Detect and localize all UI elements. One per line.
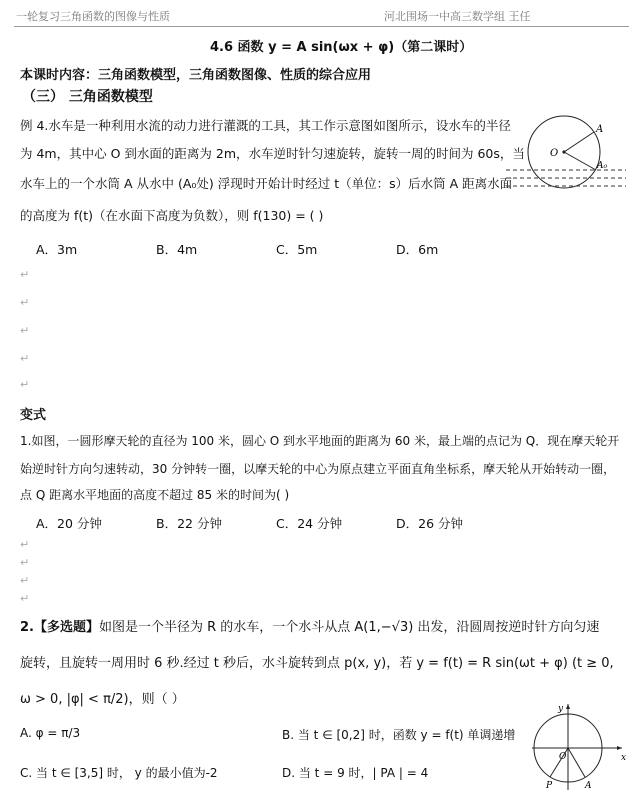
- q1-option-b: B．22 分钟: [156, 516, 222, 531]
- radius-OA: [568, 748, 585, 777]
- q1-line2: 始逆时针方向匀速转动，30 分钟转一圈，以摩天轮的中心为原点建立平面直角坐标系，摩天轮从开始转动一圈，: [20, 462, 616, 476]
- label-P: P: [546, 781, 553, 791]
- paragraph-mark: ↵: [20, 268, 30, 281]
- q2-option-d: D. 当 t = 9 时，| PA | = 4: [282, 766, 429, 780]
- header-left: 一轮复习三角函数的图像与性质: [16, 10, 170, 23]
- label-A: A: [596, 124, 604, 135]
- q2-line1: [20, 616, 599, 635]
- water-wheel-figure: [504, 108, 628, 208]
- q1-option-c: C．24 分钟: [276, 516, 343, 531]
- ex4-line1: 例 4.水车是一种利用水流的动力进行灌溉的工具，其工作示意图如图所示，设水车的半径: [20, 118, 511, 133]
- q1-line3: 点 Q 距离水平地面的高度不超过 85 米的时间为( ): [20, 488, 290, 502]
- q2-line2: 旋转，且旋转一周用时 6 秒.经过 t 秒后，水斗旋转到点 p(x, y)，若 y = f(t) = R sin(ωt + φ) (t ≥ 0,: [20, 656, 614, 671]
- ex4-line4: 的高度为 f(t)（在水面下高度为负数），则 f(130) = ( ): [20, 208, 324, 223]
- y-axis-arrow: [566, 704, 570, 709]
- radius-OA: [564, 132, 594, 152]
- ex4-option-d: D．6m: [396, 242, 439, 257]
- x-axis-arrow: [617, 746, 622, 750]
- q2-option-c: C. 当 t ∈ [3,5] 时， y 的最小值为-2: [20, 766, 218, 780]
- label-O: O: [559, 752, 567, 762]
- label-O: O: [550, 148, 559, 159]
- ex4-option-b: B．4m: [156, 242, 198, 257]
- q1-option-d: D．26 分钟: [396, 516, 464, 531]
- q2-line3: ω > 0, |φ| < π/2)，则（ ）: [20, 692, 185, 707]
- coordinate-wheel-figure: [528, 702, 628, 792]
- page-title: 4.6 函数 y = A sin(ωx + φ)（第二课时）: [210, 40, 473, 55]
- paragraph-mark: ↵: [20, 574, 30, 587]
- paragraph-mark: ↵: [20, 352, 30, 365]
- ex4-option-a: A．3m: [36, 242, 78, 257]
- header-divider: [14, 26, 629, 27]
- paragraph-mark: ↵: [20, 538, 30, 551]
- radius-OA0: [564, 152, 596, 170]
- variant-heading: 变式: [20, 408, 47, 423]
- paragraph-mark: ↵: [20, 556, 30, 569]
- label-A: A: [585, 781, 592, 791]
- section-heading: （三） 三角函数模型: [22, 89, 153, 105]
- ex4-line3: 水车上的一个水筒 A 从水中 (A₀处) 浮现时开始计时经过 t（单位：s）后水筒 A 距离水面: [20, 176, 513, 191]
- ex4-option-c: C．5m: [276, 242, 318, 257]
- paragraph-mark: ↵: [20, 324, 30, 337]
- label-y: y: [558, 704, 564, 714]
- q2-option-b: B. 当 t ∈ [0,2] 时，函数 y = f(t) 单调递增: [282, 728, 516, 742]
- paragraph-mark: ↵: [20, 592, 30, 605]
- ex4-line2: 为 4m，其中心 O 到水面的距离为 2m，水车逆时针匀速旋转，旋转一周的时间为 60s，当: [20, 146, 525, 161]
- lesson-content: 本课时内容：三角函数模型，三角函数图像、性质的综合应用: [20, 68, 372, 83]
- q2-tag: 2.【多选题】: [20, 620, 99, 635]
- label-x: x: [621, 753, 627, 763]
- q2-option-a: A. φ = π/3: [20, 726, 81, 740]
- paragraph-mark: ↵: [20, 296, 30, 309]
- q2-line1-text: 如图是一个半径为 R 的水车，一个水斗从点 A(1,−√3) 出发，沿圆周按逆时针方向匀速: [98, 620, 600, 635]
- center-point: [562, 150, 565, 153]
- header-right: 河北围场一中高三数学组 王任: [384, 10, 531, 23]
- q1-option-a: A．20 分钟: [36, 516, 102, 531]
- label-A0: A₀: [597, 161, 608, 171]
- paragraph-mark: ↵: [20, 378, 30, 391]
- q1-line1: 1.如图，一圆形摩天轮的直径为 100 米，圆心 O 到水平地面的距离为 60 米，最上端的点记为 Q．现在摩天轮开: [20, 434, 620, 448]
